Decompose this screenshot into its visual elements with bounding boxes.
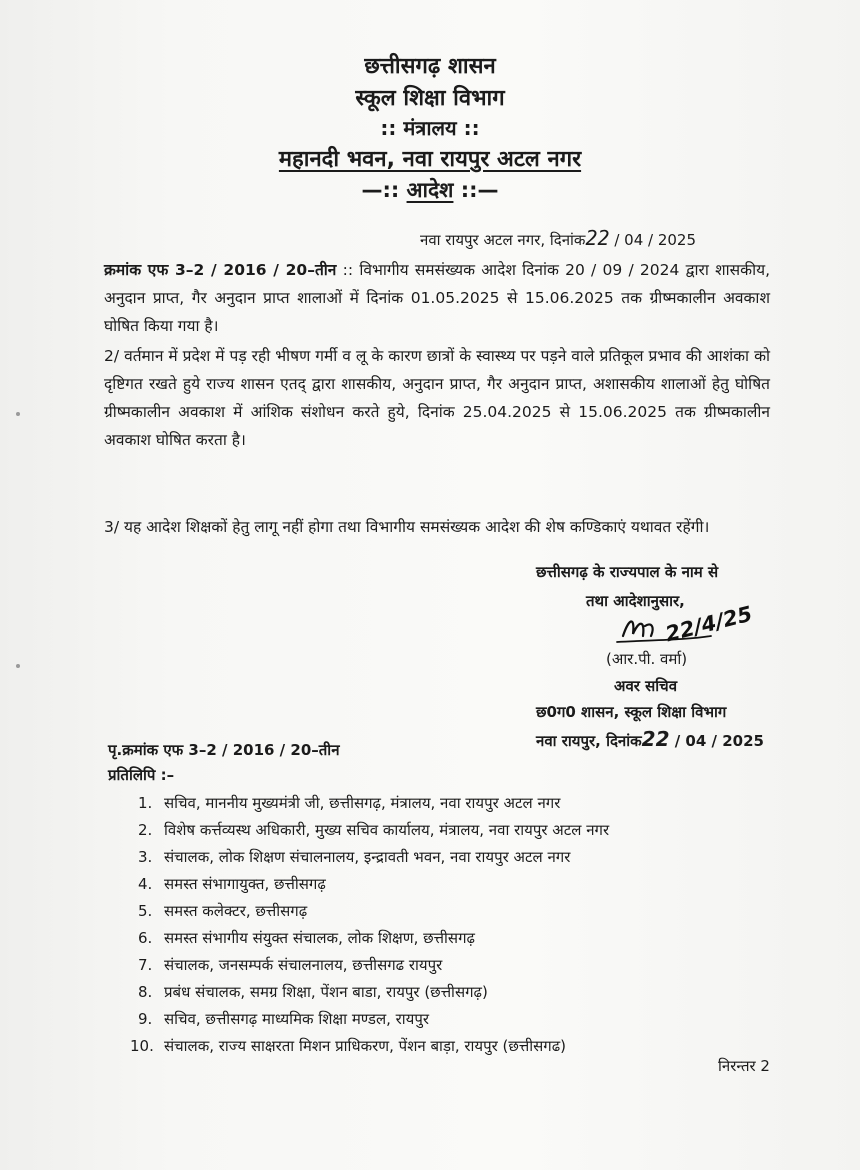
signature-authority-line: छत्तीसगढ़ के राज्यपाल के नाम से <box>536 563 719 581</box>
signatory-name: (आर.पी. वर्मा) <box>606 650 688 668</box>
endorsement-number: पृ.क्रमांक एफ 3–2 / 2016 / 20–तीन <box>108 741 340 759</box>
list-item-text: सचिव, माननीय मुख्यमंत्री जी, छत्तीसगढ़, मंत्रालय, नवा रायपुर अटल नगर <box>164 794 561 812</box>
issue-date-rest: / 04 / 2025 <box>614 231 697 249</box>
list-item <box>138 925 778 952</box>
paragraph-1-text: :: विभागीय समसंख्यक आदेश दिनांक 20 / 09 / 2024 द्वारा शासकीय, अनुदान प्राप्त, गैर अनुदान प्राप्त शालाओं में दिनांक 01.05.2025 से 15.06.2025 तक ग्रीष्मकालीन अवकाश घोषित किया गया है। <box>104 261 770 335</box>
issue-date-day: 22 <box>585 226 610 250</box>
order-title: आदेश <box>406 178 454 202</box>
signature-date-prefix: नवा रायपुर, दिनांक <box>536 732 642 750</box>
list-item-text: सचिव, छत्तीसगढ़ माध्यमिक शिक्षा मण्डल, रायपुर <box>164 1010 430 1028</box>
department-name: स्कूल शिक्षा विभाग <box>355 86 505 111</box>
recipients-list <box>130 790 778 1060</box>
list-item <box>138 844 778 871</box>
order-suffix: ::— <box>453 178 499 202</box>
list-item-text: प्रबंध संचालक, समग्र शिक्षा, पेंशन बाडा, रायपुर (छत्तीसगढ़) <box>164 983 488 1001</box>
list-item <box>138 1006 778 1033</box>
punch-mark <box>16 412 20 416</box>
signatory-designation: अवर सचिव <box>614 677 678 695</box>
order-number: क्रमांक एफ 3–2 / 2016 / 20–तीन <box>104 261 337 279</box>
punch-mark <box>16 664 20 668</box>
list-item-number: 1. <box>138 794 153 812</box>
signature-date-handwritten: 22/4/25 <box>663 601 755 647</box>
list-item <box>138 817 778 844</box>
list-item-number: 5. <box>138 902 153 920</box>
list-item-text: समस्त कलेक्टर, छत्तीसगढ़ <box>164 902 308 920</box>
list-item-text: संचालक, राज्य साक्षरता मिशन प्राधिकरण, पेंशन बाड़ा, रायपुर (छत्तीसगढ) <box>164 1037 567 1055</box>
list-item <box>130 1033 778 1060</box>
list-item <box>138 790 778 817</box>
order-heading <box>0 176 860 204</box>
office-address <box>0 143 860 173</box>
list-item-number: 4. <box>138 875 153 893</box>
list-item-number: 9. <box>138 1010 153 1028</box>
list-item-number: 10. <box>130 1037 154 1055</box>
list-item <box>138 871 778 898</box>
continued-marker: निरन्तर 2 <box>718 1057 770 1075</box>
list-item-number: 8. <box>138 983 153 1001</box>
list-item-text: समस्त संभागीय संयुक्त संचालक, लोक शिक्षण, छत्तीसगढ़ <box>164 929 475 947</box>
issue-date-line <box>420 226 696 250</box>
signature-date-line <box>536 727 764 751</box>
ministry-label: :: मंत्रालय :: <box>380 116 480 140</box>
handwritten-signature <box>615 596 765 654</box>
signature-order-line: तथा आदेशानुसार, <box>586 592 685 610</box>
list-item-number: 7. <box>138 956 153 974</box>
list-item <box>138 979 778 1006</box>
list-item-text: समस्त संभागायुक्त, छत्तीसगढ़ <box>164 875 326 893</box>
list-item <box>138 952 778 979</box>
list-item-number: 3. <box>138 848 153 866</box>
signature-date-day: 22 <box>641 727 670 751</box>
order-prefix: —:: <box>361 178 407 202</box>
paragraph-1 <box>104 256 770 340</box>
signature-date-rest: / 04 / 2025 <box>674 732 764 750</box>
paragraph-3: 3/ यह आदेश शिक्षकों हेतु लागू नहीं होगा तथा विभागीय समसंख्यक आदेश की शेष कण्डिकाएं यथावत रहेंगी। <box>104 518 710 536</box>
govt-name: छत्तीसगढ़ शासन <box>364 54 496 79</box>
list-item-text: विशेष कर्त्तव्यस्थ अधिकारी, मुख्य सचिव कार्यालय, मंत्रालय, नवा रायपुर अटल नगर <box>164 821 610 839</box>
list-item-number: 2. <box>138 821 153 839</box>
issue-date-prefix: नवा रायपुर अटल नगर, दिनांक <box>420 231 586 249</box>
list-item-text: संचालक, लोक शिक्षण संचालनालय, इन्द्रावती भवन, नवा रायपुर अटल नगर <box>164 848 571 866</box>
paragraph-2: 2/ वर्तमान में प्रदेश में पड़ रही भीषण गर्मी व लू के कारण छात्रों के स्वास्थ्य पर पड़ने वाले प्रतिकूल प्रभाव की आशंका को दृष्टिगत रखते हुये राज्य शासन एतद् द्वारा शासकीय, अनुदान प्राप्त, गैर अनुदान प्राप्त, अशासकीय शालाओं हेतु घोषित ग्रीष्मकालीन अवकाश में आंशिक संशोधन करते हुये, दिनांक 25.04.2025 से 15.06.2025 तक ग्रीष्मकालीन अवकाश घोषित करता है। <box>104 347 770 449</box>
signatory-department: छ0ग0 शासन, स्कूल शिक्षा विभाग <box>536 703 727 721</box>
list-item <box>138 898 778 925</box>
list-item-number: 6. <box>138 929 153 947</box>
office-address-text: महानदी भवन, नवा रायपुर अटल नगर <box>278 147 582 172</box>
list-item-text: संचालक, जनसम्पर्क संचालनालय, छत्तीसगढ रायपुर <box>164 956 443 974</box>
copy-to-heading: प्रतिलिपि :– <box>108 766 175 784</box>
